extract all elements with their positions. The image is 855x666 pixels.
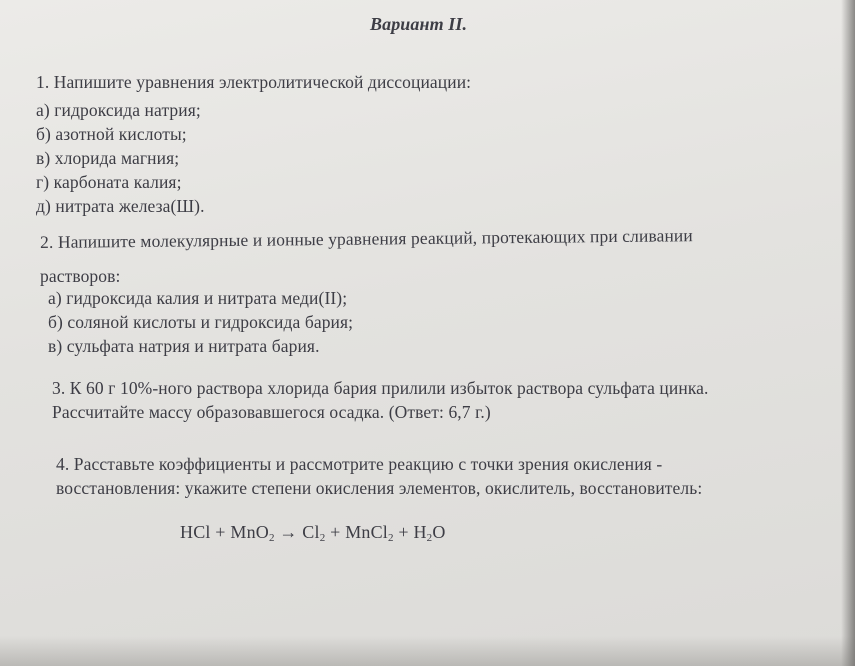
task2-heading-line2: растворов: — [40, 266, 121, 286]
task3-line2: Рассчитайте массу образовавшегося осадка. (Ответ: 6,7 г.) — [52, 402, 491, 422]
task3-line1: 3. К 60 г 10%-ного раствора хлорида бария прилили избыток раствора сульфата цинка. — [52, 378, 709, 398]
task1-item-e: д) нитрата железа(Ш). — [36, 196, 205, 216]
task2-item-c: в) сульфата натрия и нитрата бария. — [48, 336, 320, 356]
task4-line2: восстановления: укажите степени окисления элементов, окислитель, восстановитель: — [56, 478, 703, 498]
plus-sign: + — [393, 522, 414, 542]
task1-item-d: г) карбоната калия; — [36, 172, 182, 192]
page-bottom-shadow — [0, 636, 855, 666]
task1-item-b: б) азотной кислоты; — [36, 124, 187, 144]
task1-item-c: в) хлорида магния; — [36, 148, 180, 168]
reaction-arrow: → — [274, 522, 303, 542]
subscript: 2 — [268, 532, 275, 544]
task2-item-b: б) соляной кислоты и гидроксида бария; — [48, 312, 354, 332]
variant-title: Вариант II. — [370, 14, 468, 34]
plus-sign: + — [210, 522, 231, 542]
redox-equation — [180, 522, 446, 544]
product-h2o: H — [413, 522, 427, 542]
reactant-hcl: HCl — [180, 522, 211, 542]
plus-sign: + — [325, 522, 346, 542]
subscript: 2 — [388, 532, 394, 544]
product-mncl2: MnCl — [345, 522, 388, 542]
task1-heading: 1. Напишите уравнения электролитической диссоциации: — [36, 72, 472, 92]
task1-item-a: а) гидроксида натрия; — [36, 100, 201, 120]
subscript: 2 — [426, 532, 433, 544]
reactant-mno2: MnO — [230, 522, 269, 542]
product-cl2: Cl — [302, 522, 320, 542]
task2-item-a: а) гидроксида калия и нитрата меди(II); — [48, 288, 348, 308]
task2-heading-line1: 2. Напишите молекулярные и ионные уравнения реакций, протекающих при сливании — [40, 225, 693, 252]
task4-line1: 4. Расставьте коэффициенты и рассмотрите реакцию с точки зрения окисления - — [56, 454, 663, 474]
page-edge-shadow — [841, 0, 855, 666]
subscript: 2 — [319, 532, 326, 544]
product-h2o-tail: O — [432, 522, 446, 542]
